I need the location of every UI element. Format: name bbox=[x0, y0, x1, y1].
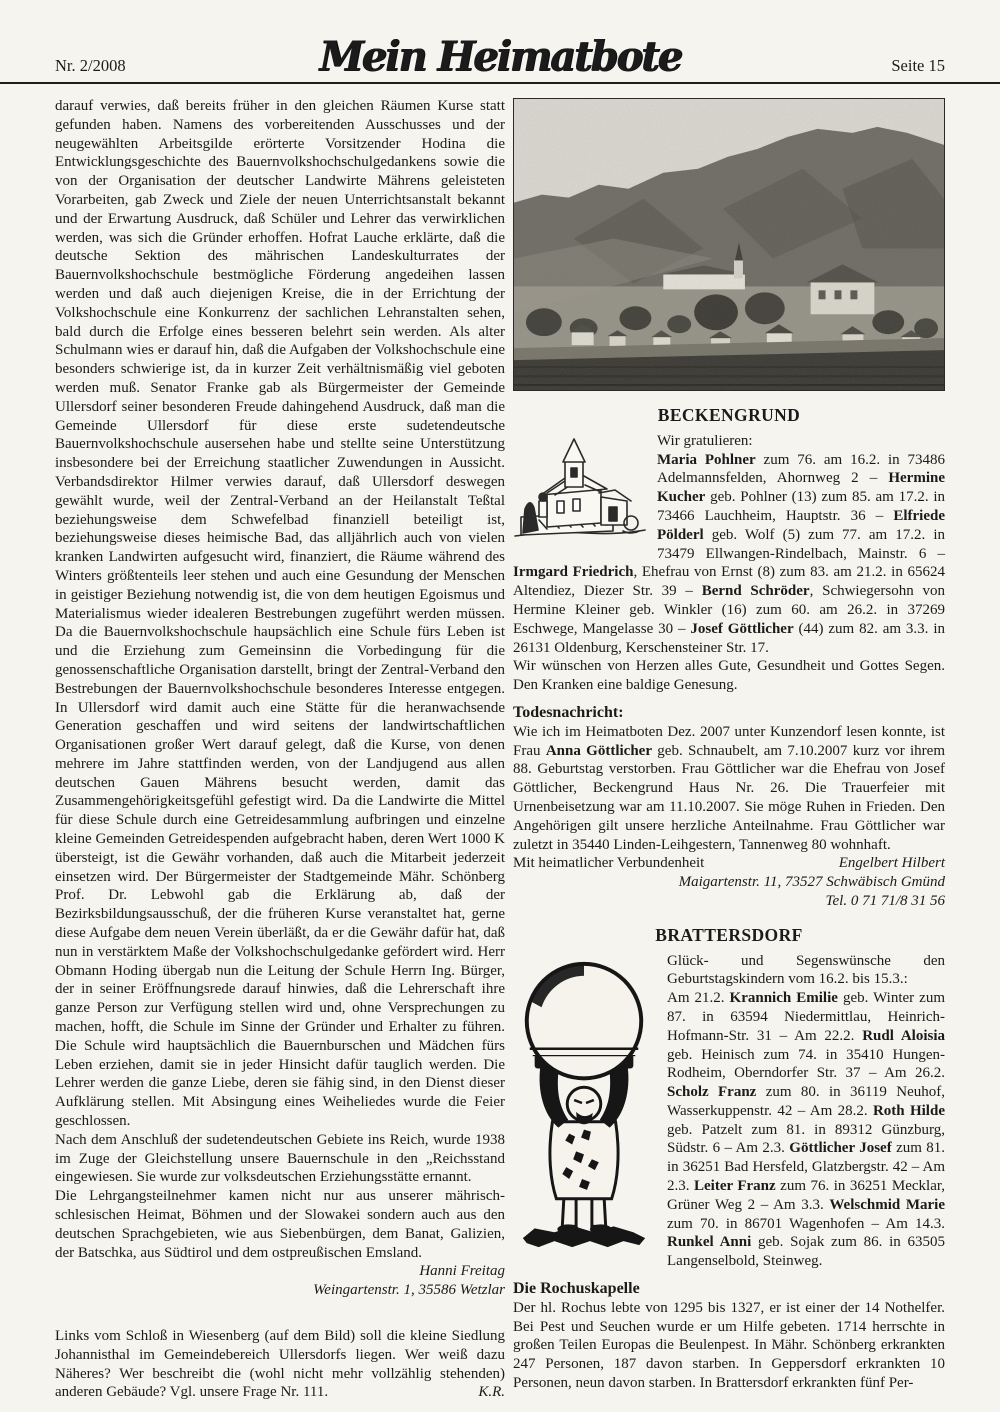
section-heading-brattersdorf: BRATTERSDORF bbox=[655, 924, 803, 945]
village-photo-graphic bbox=[514, 99, 944, 390]
masthead-title: Mein Heimatbote bbox=[319, 32, 681, 81]
content-columns bbox=[0, 84, 1000, 1402]
obituary-phone: Tel. 0 71 71/8 31 56 bbox=[825, 892, 945, 909]
article-paragraph-2 bbox=[55, 1131, 505, 1187]
chapel-sketch-illustration bbox=[513, 435, 647, 555]
atlas-statue-illustration bbox=[513, 956, 655, 1252]
caption-question-text: Links vom Schloß in Wiesenberg (auf dem Bild) soll die kleine Siedlung Johannisthal im Gemeindebereich Ullersdorfs liegen. Wer weiß dazu Näheres? Wer beschreibt die (wohl nicht mehr vollzählig stehenden) anderen Gebäude? Vgl. unsere Frage Nr. 111. bbox=[55, 1328, 505, 1401]
obituary-address: Maigartenstr. 11, 73527 Schwäbisch Gmünd bbox=[678, 874, 945, 891]
article-text-1: darauf verwies, daß bereits früher in den gleichen Räumen Kurse statt gefunden haben. Namens des vorbereitenden Ausschusses und der neugewählten Arbeitsgilde erörterte Vorsitzender Hodina die Entwicklungsgeschichte des Bauernvolkshochschulgedankens sowie die von der Organisation der deutscher Landwirte Mährens geleisteten Vorarbeiten, gab Zweck und Ziele der neuen Unterrichtsanstalt bekannt und der Erwartung Ausdruck, daß Schüler und Lehrer das verwirklichen werden, was sich die Gründer erhoffen. Hofrat Lauche erklärte, daß die deutsche Sektion des mährischen Landeskulturrates der Bauernvolkshochschule bestmögliche Förderung angedeihen lassen werden und daß auch diejenigen Kreise, die in der Errichtung der Volkshochschule eine Konkurrenz der sachlichen Lehranstalten sehen, bald durch die Erfolge eines besseren belehrt sein werden. Als alter Schulmann wies er darauf hin, daß die Aufgaben der Volkshochschule eine besonders schwierige ist, da in kurzer Zeit verhältnismäßig viel geboten werden muß. Senator Franke gab als Bürgermeister der Gemeinde Ullersdorf seiner besonderen Freude dahingehend Ausdruck, daß man die Gemeinde Ullersdorf für diese erste sudetendeutsche Bauernvolkshochschule ausersehen habe und stellte seine Unterstützung insbesondere bei der Erreichung staatlicher Zuwendungen in Aussicht. Verbandsdirektor Hilmer verwies darauf, daß Ullersdorf deswegen gewählt wurde, weil der Zentral-Verband an der Heilanstalt Teßtal beziehungsweise dem Schwefelbad finanziell beteiligt ist, beziehungsweise dieses heimische Bad, das alljährlich auch von vielen kranken Landwirten aufgesucht wird, finanziert, die Räume während des Winters größtenteils leer stehen und auch eine Gesundung der Menschen in geistiger Beziehung notwendig ist, die von dem heutigen Egoismus und Materialismus wieder idealeren Bestrebungen zugeführt werden müssen. Da die Bauernvolkshochschule haupsächlich eine Schule fürs Leben ist und die Erziehung zum Gemeinsinn die Vorbedingung für die genossenschaftliche Organisation darstellt, bringt der Zentral-Verband den Bestrebungen der Bauernvolkshochschule besonderes Interesse entgegen. In Ullersdorf wird damit auch eine Stätte für die heranwachsende Generation geschaffen und wird seitens der landwirtschaftlichen Organisationen großer Wert darauf gelegt, daß die Kurse, von denen mehrere im Jahre stattfinden werden, von der Landjugend aus allen deutschen Gauen Mährens besucht werden, damit das Zusammengehörigkeitsgefühl gefestigt wird. Da die Landwirte die Mittel für diese Schule durch eine Getreidesammlung aufbringen und einzelne kleine Gemeinden Getreidespenden aufgebracht haben, deren Wert 1000 K übersteigt, ist die Gewähr vorhanden, daß auch die Mitarbeit jederzeit einsetzen wird. Der Bürgermeister der Stadtgemeinde Mähr. Schönberg Prof. Dr. Lebwohl gab die Erklärung ab, daß der Bezirksbildungsausschuß, der die früheren Kurse veranstaltet hat, gerne diese Aufgabe dem neuen Verein überläßt, da er die Gewähr dafür hat, daß nun in verstärktem Maße der Volkshochschulgedanke gefördert wird. Herr Obmann Hoding übergab nun die Leitung der Schule Herrn Ing. Bürger, der in seiner Eröffnungsrede darauf hinwies, daß die Lehrerschaft ihre ganze Person zur Verfügung stellen wird und, ohne Versprechungen zu machen, hofft, die Schule im Sinne der Gründer und Erhalter zu führen. Die Schule wird hauptsächlich die Bauernburschen und Mädchen fürs Leben erziehen, damit sie in jeder Hinsicht dafür tauglich werden. Die Lehrer werden die ganze Liebe, deren sie fähig sind, in den Dienst dieser Aufklärung stellen. Mit Absingung eines Weiheliedes wurde die Feier geschlossen. bbox=[55, 98, 505, 1130]
editor-initials: K.R. bbox=[478, 1384, 505, 1401]
beckengrund-wishes: Wir wünschen von Herzen alles Gute, Gesundheit und Gottes Segen. Den Kranken eine baldige Genesung. bbox=[513, 658, 945, 694]
author-signature: Hanni Freitag bbox=[419, 1263, 505, 1280]
beckengrund-congratulations: Maria Pohlner zum 76. am 16.2. in 73486 Adelmannsfelden, Ahornweg 2 – Hermine Kucher geb. Pohlner (13) zum 85. am 17.2. in 73466 Lauchheim, Hauptstr. 36 – Elfriede Pölderl geb. Wolf (5) zum 77. am 17.2. in 73479 Ellwangen-Rindelbach, Mainstr. 6 – Irmgard Friedrich, Ehefrau von Ernst (8) zum 83. am 21.2. in 65624 Altendiez, Diezer Str. 39 – Bernd Schröder, Schwiegersohn von Hermine Kleiner geb. Winkler (16) zum 60. am 26.2. in 37269 Eschwege, Mangelasse 30 – Josef Göttlicher (44) zum 82. am 3.3. in 26131 Oldenburg, Kerschensteiner Str. 17. bbox=[513, 451, 945, 656]
article-text-2: Nach dem Anschluß der sudetendeutschen Gebiete ins Reich, wurde 1938 im Zuge der Gleichstellung unsere Bauernschule in den „Reichsstand eingewiesen. Sie wurde zur volksdeutschen Erziehungsstätte ernannt. bbox=[55, 1131, 505, 1186]
obituary-closing-row bbox=[513, 854, 945, 873]
issue-number: Nr. 2/2008 bbox=[55, 56, 126, 75]
obituary-body: Wie ich im Heimatboten Dez. 2007 unter Kunzendorf lesen konnte, ist Frau Anna Göttlicher geb. Schnaubelt, am 7.10.2007 kurz vor ihrem 88. Geburtstag verstorben. Frau Göttlicher war die Ehefrau von Josef Göttlicher, Beckengrund Haus Nr. 26. Die Trauerfeier mit Urnenbeisetzung war am 11.10.2007. Sie möge Ruhen in Frieden. Den Angehörigen gilt unsere herzliche Anteilnahme. Frau Göttlicher war zuletzt in 35440 Linden-Leihgestern, Tannenweg 80 wohnhaft. bbox=[513, 723, 946, 853]
brattersdorf-intro: Glück- und Segenswünsche den Geburtstagskindern vom 16.2. bis 15.3.: bbox=[667, 952, 945, 988]
page-number: Seite 15 bbox=[891, 56, 945, 75]
left-column bbox=[55, 97, 505, 1402]
obituary-heading: Todesnachricht: bbox=[513, 703, 624, 721]
obituary-closing: Mit heimatlicher Verbundenheit bbox=[513, 855, 705, 872]
rochuskapelle-body: Der hl. Rochus lebte von 1295 bis 1327, er ist einer der 14 Nothelfer. Bei Pest und Seuchen wurde er um Hilfe gebeten. 1714 herrschte in großen Teilen Europas die Beulenpest. In Mähr. Schönberg erkrankten 247 Personen, 187 davon starben. In Geppersdorf erkrankten 10 Personen, neun davon starben. In Brattersdorf erkrankten fünf Per- bbox=[513, 1299, 945, 1392]
author-address: Weingartenstr. 1, 35586 Wetzlar bbox=[313, 1282, 505, 1299]
section-heading-beckengrund: BECKENGRUND bbox=[657, 405, 801, 425]
beckengrund-intro: Wir gratulieren: bbox=[657, 432, 753, 449]
village-photo bbox=[513, 98, 945, 391]
rochuskapelle-heading: Die Rochuskapelle bbox=[513, 1280, 640, 1298]
page-header bbox=[0, 0, 1000, 84]
caption-question-paragraph bbox=[55, 1327, 505, 1402]
brattersdorf-birthdays: Am 21.2. Krannich Emilie geb. Winter zum 87. in 63594 Niedermittlau, Heinrich-Hofmann-Str. 31 – Am 22.2. Rudl Aloisia geb. Heinisch zum 74. in 35410 Hungen-Rodheim, Oberndorfer Str. 37 – Am 26.2. Scholz Franz zum 80. in 36119 Neuhof, Wasserkuppenstr. 42 – Am 28.2. Roth Hilde geb. Patzelt zum 81. in 89312 Günzburg, Südstr. 6 – Am 2.3. Göttlicher Josef zum 81. in 36251 Bad Hersfeld, Glatzbergstr. 42 – Am 2.3. Leiter Franz zum 76. in 36251 Mecklar, Grüner Weg 2 – Am 3.3. Welschmid Marie zum 70. in 86701 Wagenhofen – Am 14.3. Runkel Anni geb. Sojak zum 86. in 63505 Langenselbold, Steinweg. bbox=[667, 990, 946, 1270]
article-text-3: Die Lehrgangsteilnehmer kamen nicht nur aus unserer mährisch-schlesischen Heimat, Böhmen und der Slowakei sondern auch aus den deutschen Sprachgebieten, wie aus Siebenbürgen, dem Banat, Galizien, der Batschka, aus Südtirol und dem ostpreußischen Emsland. bbox=[55, 1188, 505, 1261]
right-column bbox=[513, 97, 945, 1402]
obituary-signature: Engelbert Hilbert bbox=[838, 855, 945, 872]
article-paragraph-1 bbox=[55, 97, 505, 1131]
article-paragraph-3 bbox=[55, 1187, 505, 1262]
